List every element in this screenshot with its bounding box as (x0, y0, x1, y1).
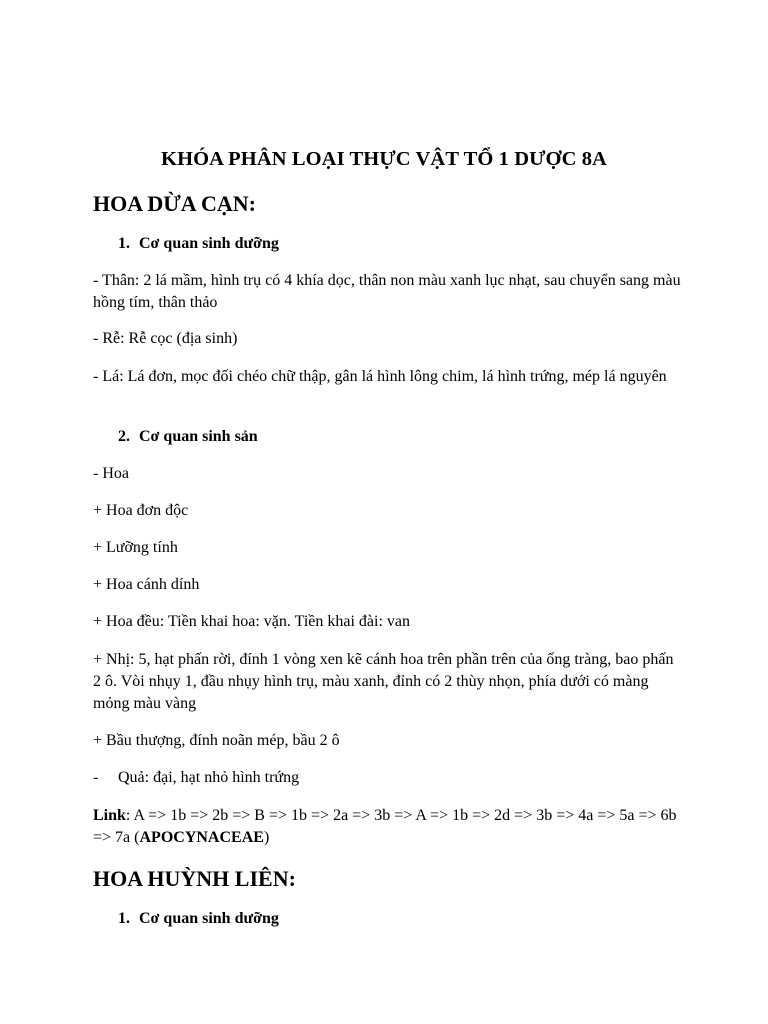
document-title: KHÓA PHÂN LOẠI THỰC VẬT TỔ 1 DƯỢC 8A (161, 148, 607, 170)
subheading-co-quan-sinh-duong (118, 234, 279, 254)
subheading-co-quan-sinh-duong-2 (118, 909, 279, 929)
link-label: Link (93, 807, 126, 824)
subheading-label: Cơ quan sinh sản (139, 428, 258, 445)
paragraph-nhi: + Nhị: 5, hạt phấn rời, đính 1 vòng xen kẽ cánh hoa trên phần trên của ống tràng, bao phấn 2 ô. Vòi nhụy 1, đầu nhụy hình trụ, màu xanh, đỉnh có 2 thùy nhọn, phía dưới có màng mỏng màu vàng (93, 651, 674, 712)
section-heading-hoa-huynh-lien: HOA HUỲNH LIÊN: (93, 866, 296, 891)
subheading-number: 1. (118, 235, 130, 252)
paragraph-hoa: - Hoa (93, 465, 129, 482)
subheading-label: Cơ quan sinh dưỡng (139, 910, 279, 927)
link-family: APOCYNACEAE (139, 829, 264, 846)
paragraph-hoa-deu: + Hoa đều: Tiền khai hoa: vặn. Tiền khai đài: van (93, 613, 410, 630)
paragraph-canh-dinh: + Hoa cánh dính (93, 576, 200, 593)
subheading-co-quan-sinh-san (118, 427, 258, 447)
paragraph-re: - Rễ: Rễ cọc (địa sinh) (93, 330, 238, 347)
dash-bullet: - (93, 769, 99, 786)
subheading-number: 2. (118, 428, 130, 445)
qua-text: Quả: đại, hạt nhỏ hình trứng (118, 769, 300, 786)
link-sequence: : A => 1b => 2b => B => 1b => 2a => 3b => A => 1b => 2d => 3b => 4a => 5a => 6b => 7a ( (93, 807, 677, 846)
paragraph-qua (93, 767, 299, 789)
section-heading-hoa-dua-can: HOA DỪA CẠN: (93, 191, 256, 216)
paragraph-la: - Lá: Lá đơn, mọc đối chéo chữ thập, gân lá hình lông chim, lá hình trứng, mép lá nguyên (93, 368, 667, 385)
paragraph-luong-tinh: + Lưỡng tính (93, 539, 178, 556)
paragraph-hoa-don-doc: + Hoa đơn độc (93, 502, 189, 519)
subheading-label: Cơ quan sinh dưỡng (139, 235, 279, 252)
paragraph-bau: + Bầu thượng, đính noãn mép, bầu 2 ô (93, 732, 340, 749)
paragraph-than: - Thân: 2 lá mầm, hình trụ có 4 khía dọc, thân non màu xanh lục nhạt, sau chuyển sang màu hồng tím, thân thảo (93, 272, 681, 311)
paragraph-link (93, 805, 683, 849)
link-close: ) (263, 829, 270, 846)
subheading-number: 1. (118, 910, 130, 927)
